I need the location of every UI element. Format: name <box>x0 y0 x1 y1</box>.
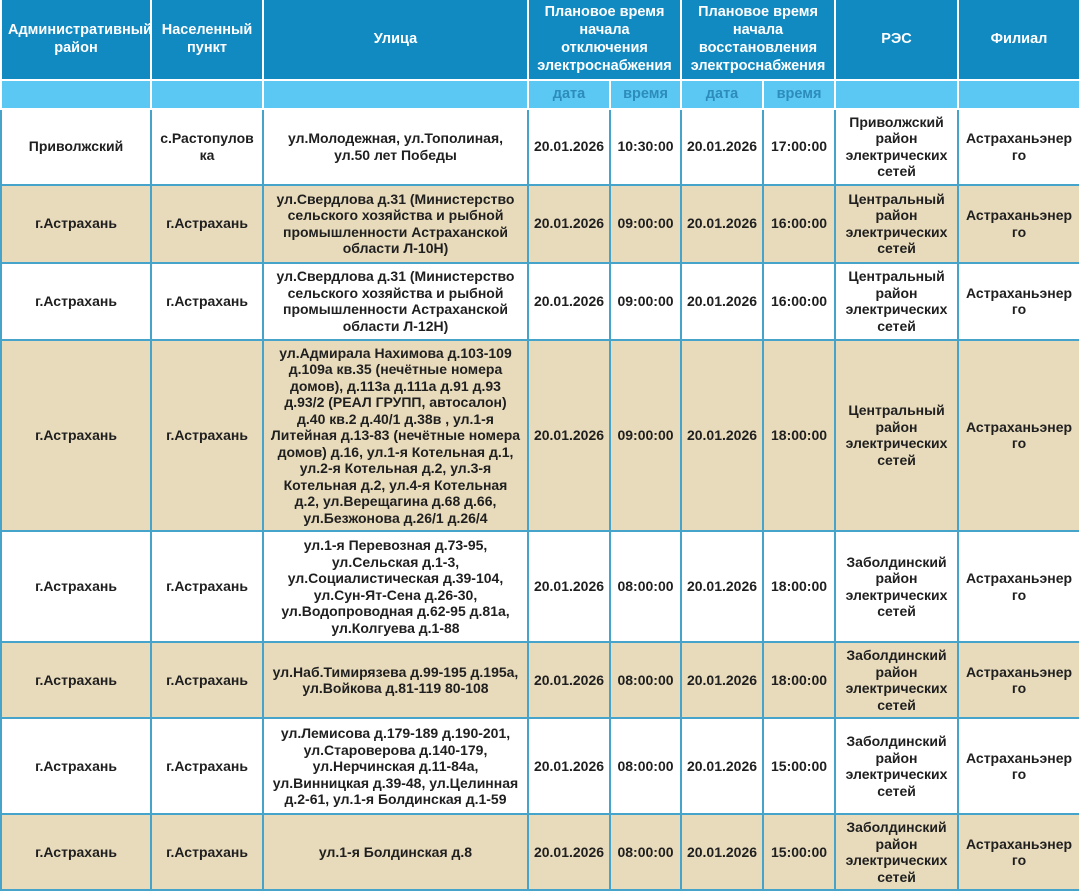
cell-outage-date: 20.01.2026 <box>528 185 610 263</box>
cell-outage-date: 20.01.2026 <box>528 531 610 642</box>
cell-res: Заболдинский район электрических сетей <box>835 814 958 890</box>
header-restore-start: Плановое время начала восстановления электроснабжения <box>681 0 835 80</box>
cell-restore-date: 20.01.2026 <box>681 109 763 185</box>
header-settlement: Населенный пункт <box>151 0 263 80</box>
subheader-restore-date: дата <box>681 80 763 109</box>
cell-settlement: г.Астрахань <box>151 718 263 814</box>
cell-branch: Астраханьэнерго <box>958 340 1079 532</box>
cell-outage-time: 10:30:00 <box>610 109 681 185</box>
header-outage-start: Плановое время начала отключения электроснабжения <box>528 0 681 80</box>
subheader-outage-time: время <box>610 80 681 109</box>
cell-restore-time: 16:00:00 <box>763 263 835 340</box>
cell-street: ул.Свердлова д.31 (Министерство сельского хозяйства и рыбной промышленности Астраханской области Л-10Н) <box>263 185 528 263</box>
cell-res: Заболдинский район электрических сетей <box>835 718 958 814</box>
cell-settlement: г.Астрахань <box>151 340 263 532</box>
subheader-empty-district <box>1 80 151 109</box>
header-branch: Филиал <box>958 0 1079 80</box>
cell-admin-district: г.Астрахань <box>1 642 151 718</box>
cell-outage-time: 08:00:00 <box>610 531 681 642</box>
cell-outage-date: 20.01.2026 <box>528 263 610 340</box>
cell-admin-district: г.Астрахань <box>1 531 151 642</box>
cell-admin-district: г.Астрахань <box>1 814 151 890</box>
table-row <box>1 109 1079 185</box>
cell-admin-district: г.Астрахань <box>1 263 151 340</box>
cell-branch: Астраханьэнерго <box>958 814 1079 890</box>
cell-restore-time: 16:00:00 <box>763 185 835 263</box>
cell-outage-date: 20.01.2026 <box>528 109 610 185</box>
cell-branch: Астраханьэнерго <box>958 185 1079 263</box>
subheader-empty-settlement <box>151 80 263 109</box>
cell-restore-date: 20.01.2026 <box>681 531 763 642</box>
cell-outage-time: 09:00:00 <box>610 263 681 340</box>
subheader-empty-street <box>263 80 528 109</box>
cell-restore-time: 15:00:00 <box>763 718 835 814</box>
cell-settlement: г.Астрахань <box>151 642 263 718</box>
cell-restore-date: 20.01.2026 <box>681 185 763 263</box>
table-row <box>1 263 1079 340</box>
cell-street: ул.Свердлова д.31 (Министерство сельского хозяйства и рыбной промышленности Астраханской области Л-12Н) <box>263 263 528 340</box>
cell-res: Центральный район электрических сетей <box>835 340 958 532</box>
cell-outage-date: 20.01.2026 <box>528 642 610 718</box>
cell-res: Заболдинский район электрических сетей <box>835 642 958 718</box>
table-row <box>1 185 1079 263</box>
cell-restore-date: 20.01.2026 <box>681 814 763 890</box>
cell-branch: Астраханьэнерго <box>958 263 1079 340</box>
cell-street: ул.1-я Перевозная д.73-95, ул.Сельская д.1-3, ул.Социалистическая д.39-104, ул.Сун-Ят-Сена д.26-30, ул.Водопроводная д.62-95 д.81а, ул.Колгуева д.1-88 <box>263 531 528 642</box>
cell-outage-time: 09:00:00 <box>610 340 681 532</box>
cell-restore-date: 20.01.2026 <box>681 718 763 814</box>
subheader-outage-date: дата <box>528 80 610 109</box>
cell-street: ул.Молодежная, ул.Тополиная, ул.50 лет Победы <box>263 109 528 185</box>
cell-settlement: г.Астрахань <box>151 531 263 642</box>
cell-street: ул.Наб.Тимирязева д.99-195 д.195а, ул.Войкова д.81-119 80-108 <box>263 642 528 718</box>
cell-restore-date: 20.01.2026 <box>681 263 763 340</box>
header-street: Улица <box>263 0 528 80</box>
cell-restore-date: 20.01.2026 <box>681 340 763 532</box>
cell-settlement: с.Растопуловка <box>151 109 263 185</box>
cell-res: Центральный район электрических сетей <box>835 263 958 340</box>
cell-settlement: г.Астрахань <box>151 263 263 340</box>
cell-res: Приволжский район электрических сетей <box>835 109 958 185</box>
cell-settlement: г.Астрахань <box>151 814 263 890</box>
cell-outage-time: 08:00:00 <box>610 814 681 890</box>
cell-restore-time: 15:00:00 <box>763 814 835 890</box>
table-body <box>1 109 1079 891</box>
cell-outage-date: 20.01.2026 <box>528 814 610 890</box>
cell-street: ул.1-я Болдинская д.8 <box>263 814 528 890</box>
cell-outage-time: 08:00:00 <box>610 718 681 814</box>
cell-admin-district: Приволжский <box>1 109 151 185</box>
subheader-empty-branch <box>958 80 1079 109</box>
table-row <box>1 340 1079 532</box>
header-admin-district: Административный район <box>1 0 151 80</box>
cell-outage-time: 08:00:00 <box>610 642 681 718</box>
cell-branch: Астраханьэнерго <box>958 531 1079 642</box>
subheader-empty-res <box>835 80 958 109</box>
cell-admin-district: г.Астрахань <box>1 718 151 814</box>
cell-street: ул.Лемисова д.179-189 д.190-201, ул.Староверова д.140-179, ул.Нерчинская д.11-84а, ул.Винницкая д.39-48, ул.Целинная д.2-61, ул.1-я Болдинская д.1-59 <box>263 718 528 814</box>
table-header <box>1 0 1079 109</box>
cell-settlement: г.Астрахань <box>151 185 263 263</box>
cell-admin-district: г.Астрахань <box>1 185 151 263</box>
cell-restore-time: 18:00:00 <box>763 642 835 718</box>
table-row <box>1 814 1079 890</box>
cell-branch: Астраханьэнерго <box>958 109 1079 185</box>
cell-branch: Астраханьэнерго <box>958 718 1079 814</box>
table-row <box>1 718 1079 814</box>
cell-restore-date: 20.01.2026 <box>681 642 763 718</box>
header-row-sub <box>1 80 1079 109</box>
header-row-main <box>1 0 1079 80</box>
subheader-restore-time: время <box>763 80 835 109</box>
cell-admin-district: г.Астрахань <box>1 340 151 532</box>
cell-branch: Астраханьэнерго <box>958 642 1079 718</box>
cell-res: Центральный район электрических сетей <box>835 185 958 263</box>
cell-outage-date: 20.01.2026 <box>528 718 610 814</box>
cell-outage-date: 20.01.2026 <box>528 340 610 532</box>
cell-restore-time: 18:00:00 <box>763 531 835 642</box>
cell-street: ул.Адмирала Нахимова д.103-109 д.109а кв.35 (нечётные номера домов), д.113а д.111а д.91 д.93 д.93/2 (РЕАЛ ГРУПП, автосалон) д.40 кв.2 д.40/1 д.38в , ул.1-я Литейная д.13-83 (нечётные номера домов) д.16, ул.1-я Котельная д.1, ул.2-я Котельная д.2, ул.3-я Котельная д.2, ул.4-я Котельная д.2, ул.Верещагина д.68 д.66, ул.Безжонова д.26/1 д.26/4 <box>263 340 528 532</box>
cell-restore-time: 18:00:00 <box>763 340 835 532</box>
header-res: РЭС <box>835 0 958 80</box>
table-row <box>1 531 1079 642</box>
cell-restore-time: 17:00:00 <box>763 109 835 185</box>
cell-res: Заболдинский район электрических сетей <box>835 531 958 642</box>
cell-outage-time: 09:00:00 <box>610 185 681 263</box>
table-row <box>1 642 1079 718</box>
